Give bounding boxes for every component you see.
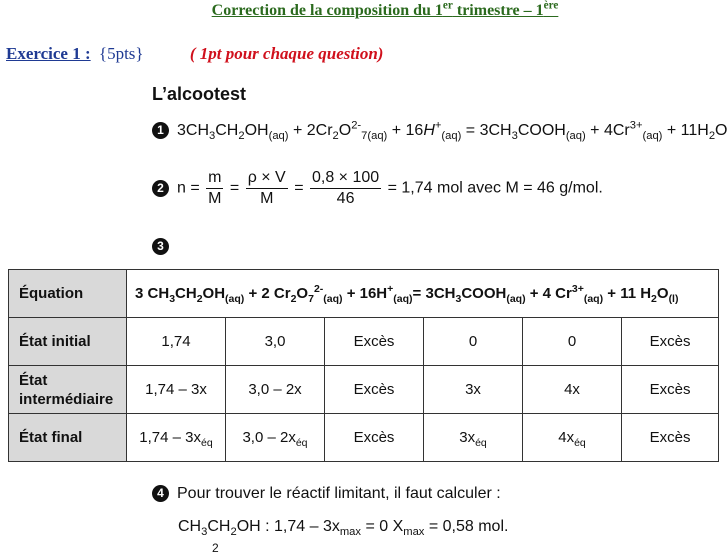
exercise-name: Exercice 1 : xyxy=(6,44,91,63)
fraction-numeric: $\frac{0,8 \times 100}{46}$ xyxy=(311,169,380,207)
table-row xyxy=(9,366,719,414)
table-cell: Excès xyxy=(325,318,424,366)
question-2-number: 2 xyxy=(152,180,169,197)
fraction-rhoV-over-M: $\frac{\rho \times V}{M}$ xyxy=(247,169,286,207)
table-cell: Excès xyxy=(325,366,424,414)
row-label: État intermédiaire xyxy=(9,366,127,414)
table-cell: $3x_{éq}$ xyxy=(424,414,523,462)
row-label: État final xyxy=(9,414,127,462)
table-row xyxy=(9,318,719,366)
table-row xyxy=(9,270,719,318)
table-cell: $4x_{éq}$ xyxy=(523,414,622,462)
page-title: Correction de la composition du 1er trimestre – 1ère xyxy=(211,0,559,19)
question-3-number: 3 xyxy=(152,238,169,255)
question-1-equation: 1 $3CH_3CH_2OH_{(aq)} + 2Cr_2O^{2-}_{7(aq)} + 16H^+_{(aq)}$ = $3CH_3COOH_{(aq)} + 4Cr^{3+}_{(aq)} + 11H_2O$ xyxy=(152,122,727,140)
exercise-header xyxy=(6,44,383,64)
table-cell: 3,0 xyxy=(226,318,325,366)
question-4-number: 4 xyxy=(152,485,169,502)
exercise-points: {5pts} xyxy=(98,44,144,63)
question-4-text: 4 Pour trouver le réactif limitant, il faut calculer : xyxy=(152,485,501,503)
table-cell: 3x xyxy=(424,366,523,414)
table-cell: Excès xyxy=(622,318,719,366)
table-equation: 3 $CH_3CH_2OH_{(aq)} + 2$ $Cr_2O_7^{2-}_{(aq)} + 16H^+_{(aq)}=$ $3CH_3COOH_{(aq)} + 4$ $Cr^{3+}_{(aq)} + 11$ $H_2O_{(l)}$ xyxy=(127,270,719,318)
section-title: L’alcootest xyxy=(152,84,247,104)
table-cell: 1,74 – 3x xyxy=(127,366,226,414)
table-cell: $1,74 - 3x_{éq}$ xyxy=(127,414,226,462)
table-cell: $3,0 - 2x_{éq}$ xyxy=(226,414,325,462)
table-cell: 0 xyxy=(424,318,523,366)
question-3-marker xyxy=(152,238,177,256)
fraction-m-over-M: $\frac{m}{M}$ xyxy=(208,169,222,207)
question-2-calculation: 2 n = $\frac{m}{M}$ = $\frac{\rho \times V}{M}$ = $\frac{0,8 \times 100}{46}$ = 1,74 mol avec M = 46 g/mol. xyxy=(152,168,603,209)
partial-next-line: 2 xyxy=(212,541,219,555)
table-cell: Excès xyxy=(622,366,719,414)
table-cell: Excès xyxy=(622,414,719,462)
exercise-note: ( 1pt pour chaque question) xyxy=(189,44,384,63)
question-2-result: = 1,74 mol avec M = 46 g/mol. xyxy=(387,179,603,197)
table-cell: 0 xyxy=(523,318,622,366)
advancement-table xyxy=(8,269,719,462)
table-row xyxy=(9,414,719,462)
table-cell: 1,74 xyxy=(127,318,226,366)
table-cell: 3,0 – 2x xyxy=(226,366,325,414)
equation-label: Équation xyxy=(9,270,127,318)
row-label: État initial xyxy=(9,318,127,366)
question-4-calculation: $CH_3CH_2OH$ : $1,74 - 3x_{max} = 0$ $X_{max} = 0,58$ mol. xyxy=(178,518,509,539)
table-cell: 4x xyxy=(523,366,622,414)
question-1-number: 1 xyxy=(152,122,169,139)
table-cell: Excès xyxy=(325,414,424,462)
